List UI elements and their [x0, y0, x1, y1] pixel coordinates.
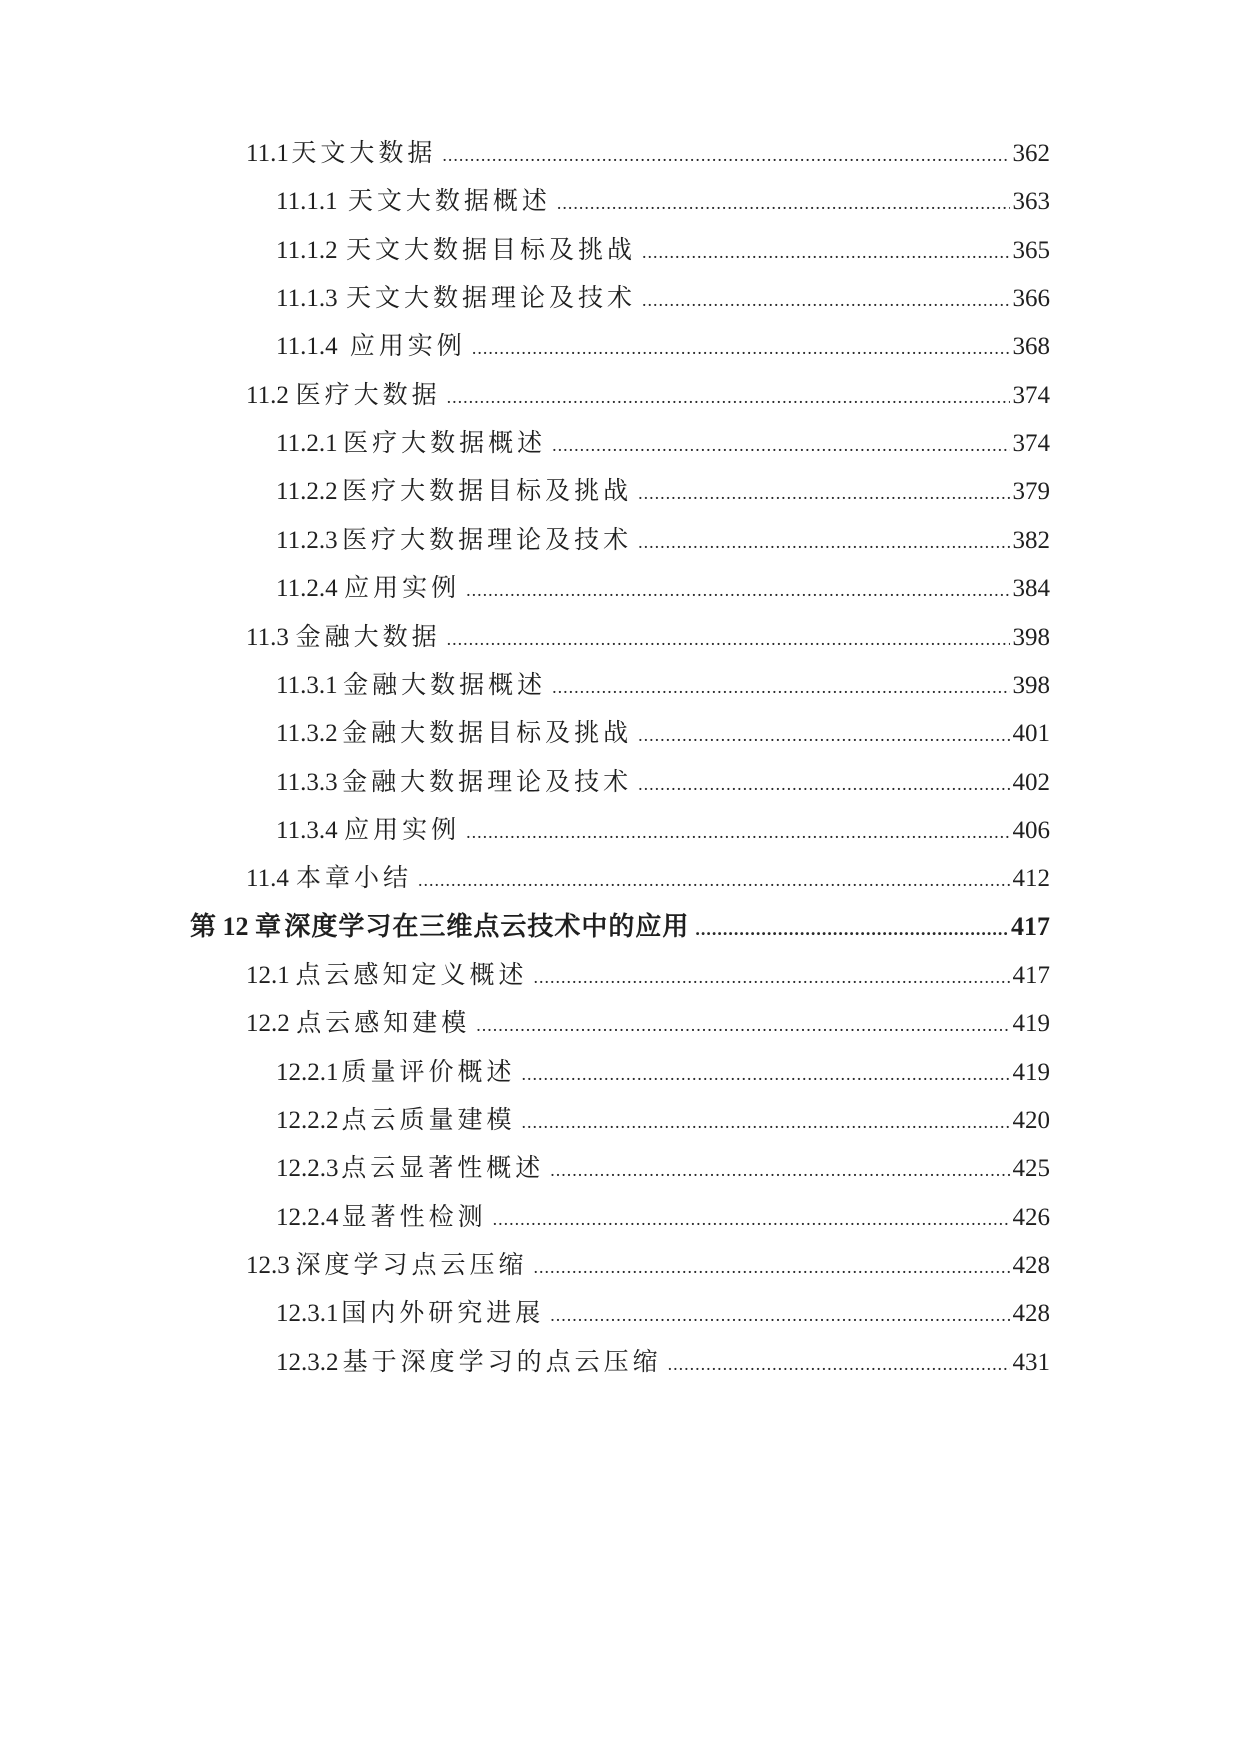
toc-leader-dots: [521, 1102, 1009, 1142]
toc-page-number: 425: [1012, 1155, 1050, 1183]
toc-entry[interactable]: [276, 810, 1050, 850]
toc-title: 天文大数据概述: [347, 186, 551, 216]
toc-number: 11.1.2: [276, 236, 338, 264]
toc-title: 天文大数据: [291, 138, 437, 167]
toc-chapter-entry[interactable]: [190, 907, 1050, 947]
toc-entry[interactable]: [246, 133, 1050, 173]
toc-entry[interactable]: [276, 1293, 1050, 1333]
toc-leader-dots: [493, 1199, 1010, 1239]
toc-title: 应用实例: [344, 814, 461, 844]
toc-leader-dots: [638, 715, 1009, 755]
toc-number: 11.3.4: [276, 816, 338, 844]
toc-leader-dots: [476, 1005, 1009, 1045]
toc-leader-dots: [418, 860, 1009, 900]
toc-number: 11.3.2: [276, 720, 338, 748]
toc-page-number: 402: [1012, 768, 1050, 796]
toc-entry[interactable]: [276, 1342, 1050, 1382]
toc-title: 医疗大数据目标及挑战: [342, 476, 633, 506]
toc-title: 医疗大数据概述: [343, 428, 547, 458]
toc-page-number: 398: [1012, 671, 1050, 699]
toc-leader-dots: [466, 812, 1009, 852]
toc-page-number: 374: [1012, 381, 1050, 409]
toc-leader-dots: [550, 1295, 1009, 1335]
toc-entry[interactable]: [246, 617, 1050, 657]
toc-number: 11.1.3: [276, 285, 338, 313]
toc-entry[interactable]: [276, 1100, 1050, 1140]
toc-leader-dots: [442, 135, 1009, 175]
toc-title: 点云质量建模: [341, 1105, 516, 1134]
toc-title: 深度学习点云压缩: [295, 1250, 528, 1280]
toc-page-number: 366: [1012, 285, 1050, 313]
toc-page-number: 368: [1012, 333, 1050, 361]
toc-title: 金融大数据: [295, 621, 441, 651]
toc-entry[interactable]: [276, 230, 1050, 270]
toc-title: 金融大数据概述: [343, 669, 547, 699]
toc-page-number: 419: [1012, 1010, 1050, 1038]
toc-title: 基于深度学习的点云压缩: [342, 1346, 662, 1376]
toc-page-number: 406: [1012, 816, 1050, 844]
toc-number: 12.3.2: [276, 1348, 339, 1376]
toc-title: 显著性检测: [341, 1201, 487, 1231]
toc-number: 11.4: [246, 865, 289, 893]
toc-title: 本章小结: [296, 863, 413, 893]
toc-number: 11.2: [246, 381, 289, 409]
toc-title: 点云感知建模: [296, 1008, 471, 1038]
toc-title: 天文大数据目标及挑战: [345, 234, 636, 264]
toc-title: 医疗大数据: [295, 379, 441, 409]
toc-leader-dots: [668, 1344, 1010, 1384]
toc-leader-dots: [642, 280, 1010, 320]
toc-page-number: 420: [1012, 1107, 1050, 1134]
toc-page-number: 417: [1012, 961, 1050, 989]
toc-number: 11.1: [246, 140, 289, 167]
toc-title: 天文大数据理论及技术: [345, 283, 636, 313]
toc-entry[interactable]: [276, 713, 1050, 753]
toc-number: 11.2.4: [276, 575, 338, 603]
toc-title: 金融大数据理论及技术: [342, 766, 633, 796]
toc-entry[interactable]: [276, 278, 1050, 318]
toc-page-number: 426: [1012, 1203, 1050, 1231]
toc-page-number: 362: [1012, 140, 1050, 167]
toc-entry[interactable]: [276, 1197, 1050, 1237]
toc-number: 12.2.3: [276, 1155, 339, 1183]
toc-leader-dots: [534, 957, 1010, 997]
toc-title: 点云显著性概述: [341, 1153, 545, 1183]
toc-page-number: 401: [1012, 720, 1050, 748]
toc-entry[interactable]: [276, 326, 1050, 366]
toc-entry[interactable]: [246, 1245, 1050, 1285]
toc-leader-dots: [638, 764, 1009, 804]
toc-number: 12.2.2: [276, 1107, 339, 1134]
toc-entry[interactable]: [276, 520, 1050, 560]
toc-leader-dots: [447, 377, 1010, 417]
toc-entry[interactable]: [246, 375, 1050, 415]
toc-entry[interactable]: [246, 1003, 1050, 1043]
toc-page-number: 412: [1012, 865, 1050, 893]
toc-number: 11.3: [246, 623, 289, 651]
toc-title: 金融大数据目标及挑战: [342, 718, 633, 748]
toc-entry[interactable]: [246, 955, 1050, 995]
toc-leader-dots: [557, 183, 1010, 223]
toc-page-number: 365: [1012, 236, 1050, 264]
toc-leader-dots: [552, 425, 1009, 465]
toc-title: 应用实例: [344, 573, 461, 603]
toc-leader-dots: [638, 522, 1009, 562]
toc-number: 第 12 章: [190, 911, 282, 941]
toc-title: 应用实例: [349, 331, 466, 361]
toc-title: 质量评价概述: [341, 1056, 516, 1086]
toc-number: 12.2.1: [276, 1058, 339, 1086]
toc-number: 11.3.1: [276, 671, 338, 699]
toc-entry[interactable]: [246, 858, 1050, 898]
toc-title: 深度学习在三维点云技术中的应用: [284, 911, 690, 942]
toc-leader-dots: [638, 473, 1009, 513]
toc-entry[interactable]: [276, 471, 1050, 511]
toc-leader-dots: [695, 909, 1008, 949]
toc-entry[interactable]: [276, 1052, 1050, 1092]
toc-page-number: 384: [1012, 575, 1050, 603]
toc-entry[interactable]: [276, 665, 1050, 705]
toc-number: 11.2.1: [276, 430, 338, 458]
toc-leader-dots: [521, 1054, 1009, 1094]
toc-leader-dots: [466, 570, 1009, 610]
toc-number: 11.2.3: [276, 526, 338, 554]
toc-entry[interactable]: [276, 423, 1050, 463]
toc-leader-dots: [472, 328, 1010, 368]
toc-leader-dots: [447, 619, 1010, 659]
toc-title: 点云感知定义概述: [295, 959, 528, 989]
toc-number: 11.3.3: [276, 768, 338, 796]
toc-number: 11.1.4: [276, 333, 338, 361]
toc-page-number: 428: [1012, 1252, 1050, 1280]
toc-page-number: 417: [1011, 911, 1050, 941]
toc-page-number: 382: [1012, 526, 1050, 554]
toc-number: 11.1.1: [276, 188, 338, 216]
toc-page-number: 398: [1012, 623, 1050, 651]
toc-number: 11.2.2: [276, 478, 338, 506]
toc-page-number: 431: [1012, 1348, 1050, 1376]
toc-title: 医疗大数据理论及技术: [342, 524, 633, 554]
toc-page-number: 379: [1012, 478, 1050, 506]
toc-entry[interactable]: [276, 1148, 1050, 1188]
toc-number: 12.2: [246, 1010, 290, 1038]
toc-leader-dots: [534, 1247, 1010, 1287]
toc-number: 12.2.4: [276, 1203, 339, 1231]
toc-leader-dots: [642, 232, 1010, 272]
toc-page-number: 428: [1012, 1300, 1050, 1328]
toc-leader-dots: [550, 1150, 1009, 1190]
toc-title: 国内外研究进展: [341, 1298, 545, 1328]
toc-page-number: 374: [1012, 430, 1050, 458]
toc-page-number: 419: [1012, 1058, 1050, 1086]
toc-number: 12.1: [246, 961, 290, 989]
toc-entry[interactable]: [276, 762, 1050, 802]
toc-number: 12.3: [246, 1252, 290, 1280]
toc-page-number: 363: [1012, 188, 1050, 216]
toc-number: 12.3.1: [276, 1300, 339, 1328]
toc-entry[interactable]: [276, 181, 1050, 221]
toc-entry[interactable]: [276, 568, 1050, 608]
toc-leader-dots: [552, 667, 1009, 707]
